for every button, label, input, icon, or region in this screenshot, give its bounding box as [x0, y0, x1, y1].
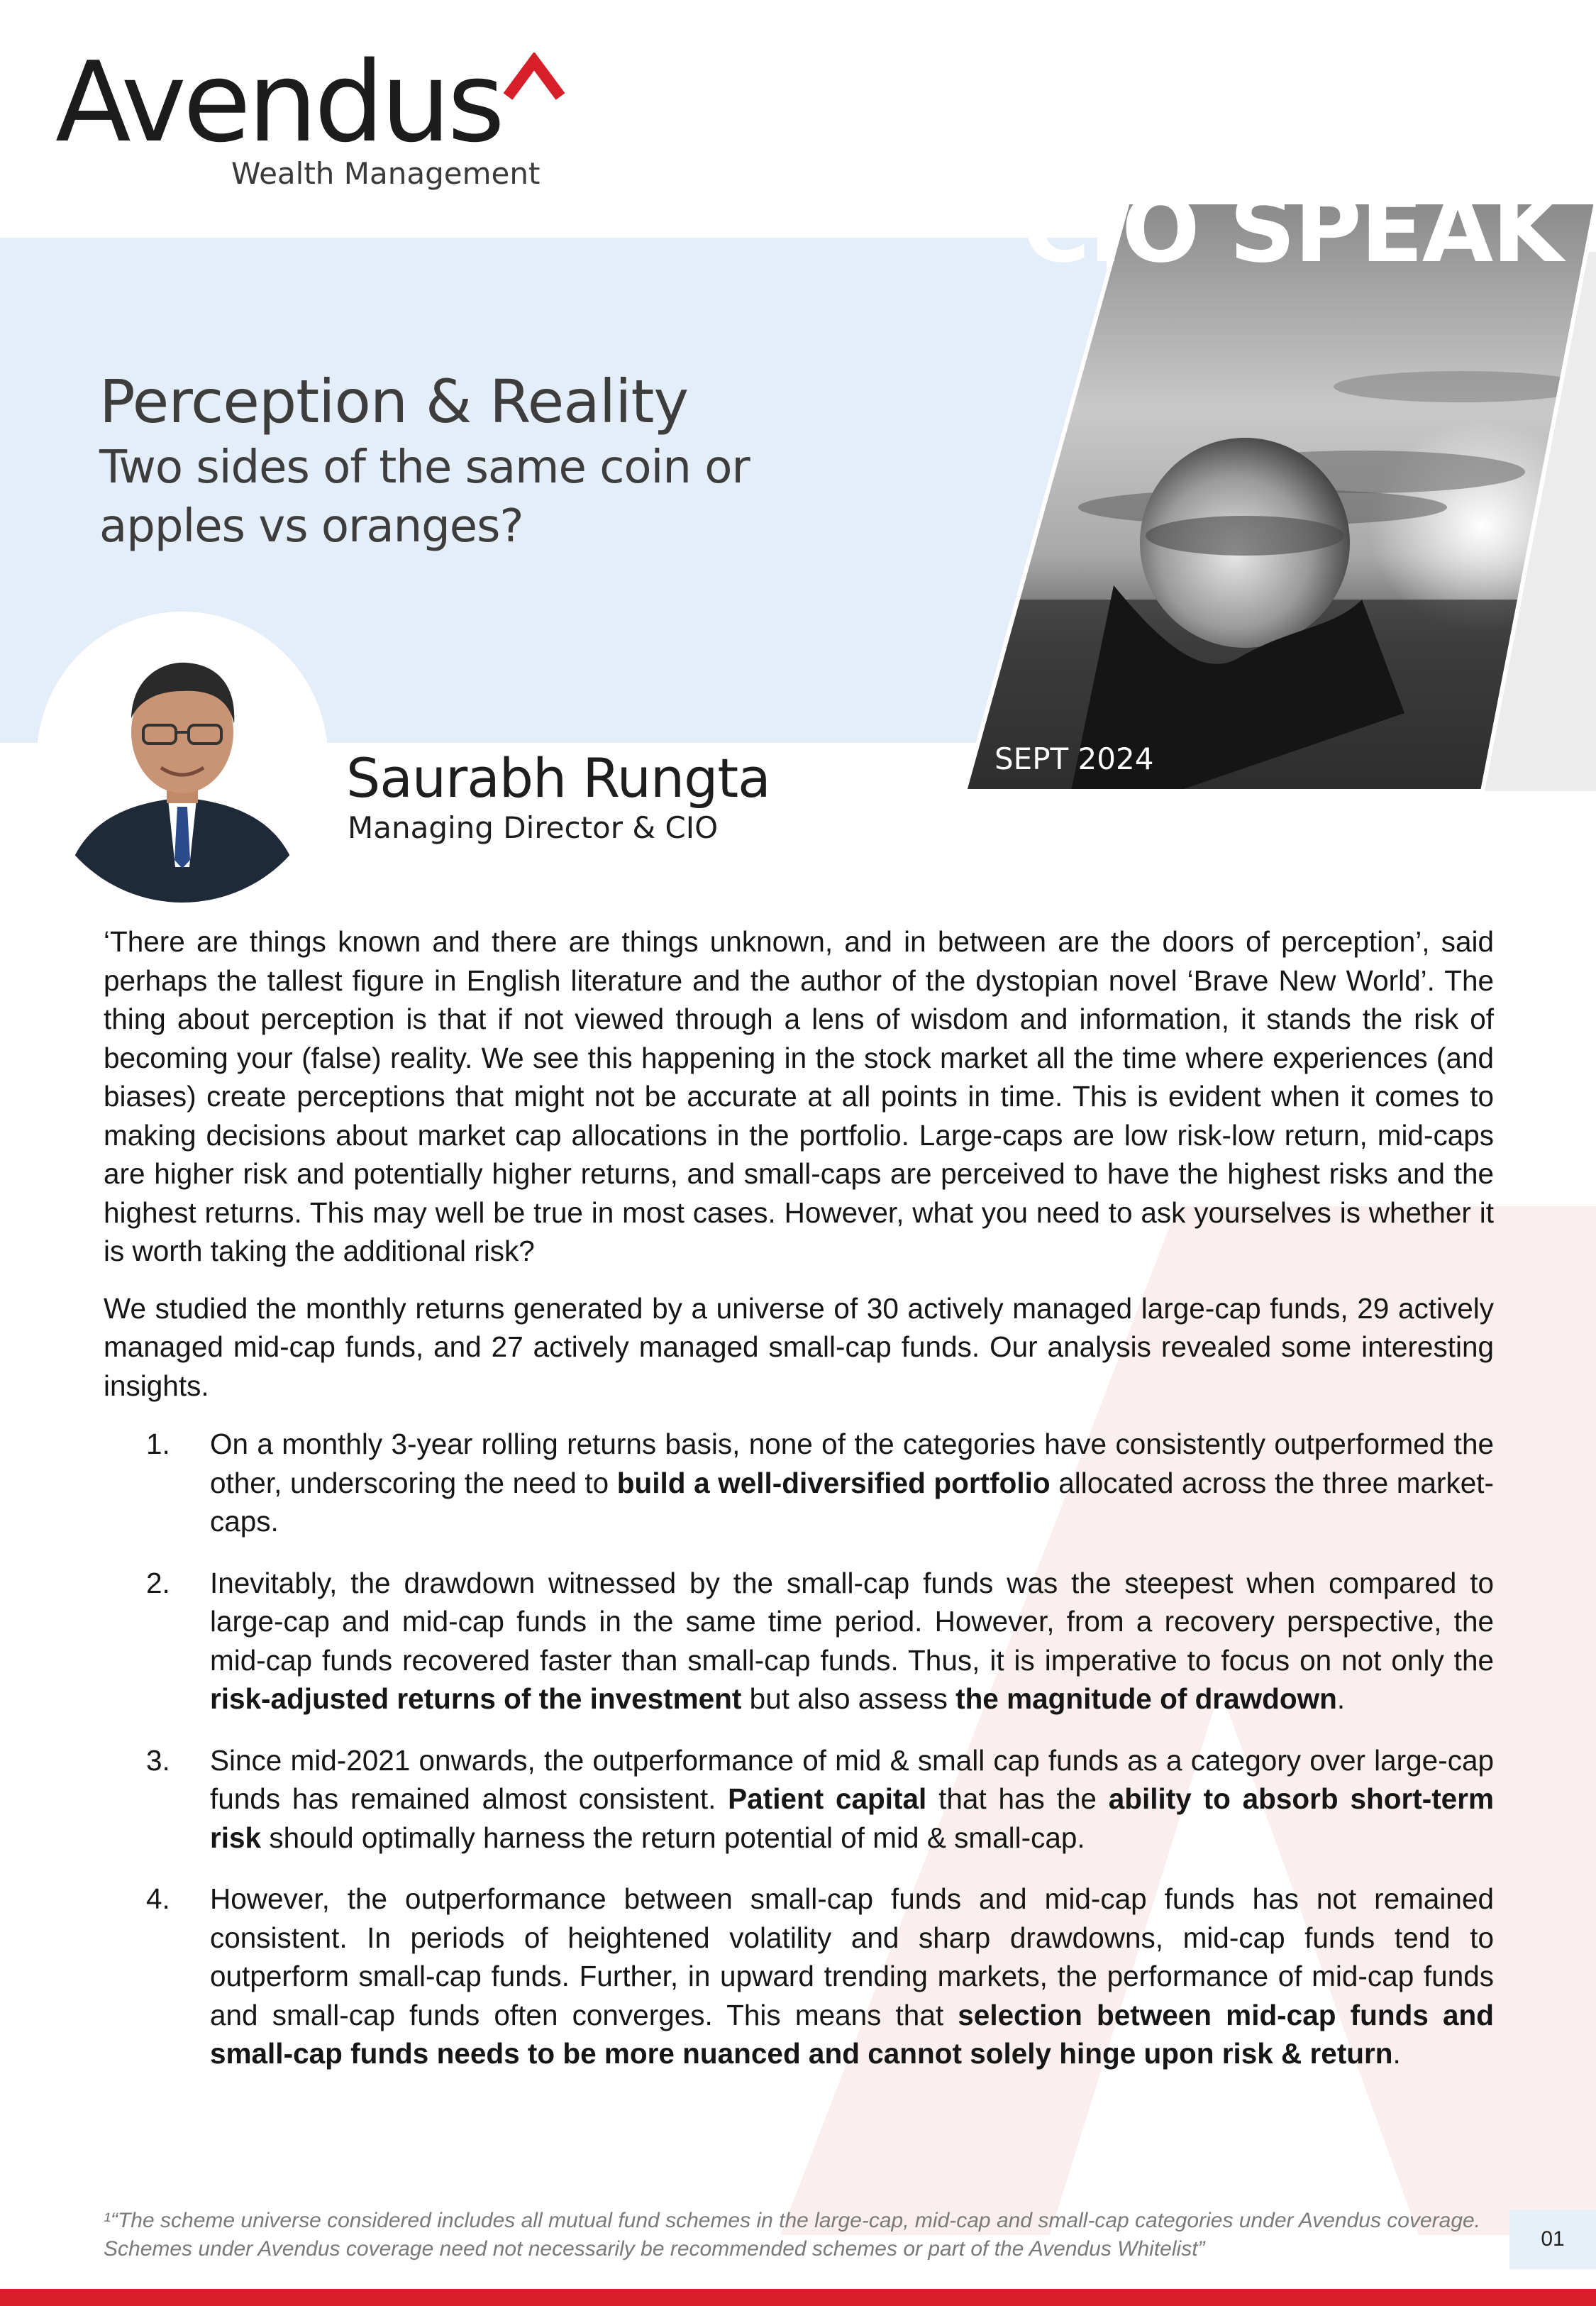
issue-date: SEPT 2024: [994, 741, 1154, 776]
author-role: Managing Director & CIO: [348, 810, 719, 845]
footnote: ¹“The scheme universe considered includes all mutual fund schemes in the large-cap, mid-cap and small-cap categories under Avendus coverage. Schemes under Avendus coverage need not necessarily be recommended schemes or part of the Avendus Whitelist”: [104, 2209, 1481, 2261]
article-subtitle: Two sides of the same coin or apples vs oranges?: [99, 441, 750, 553]
list-number: 4.: [146, 1882, 170, 1915]
avendus-logo: [55, 38, 566, 196]
insights-list: [104, 1425, 1494, 2073]
article-title: Perception & Reality: [99, 367, 689, 436]
page-number: 01: [1509, 2210, 1596, 2269]
cio-photo-panel: [965, 202, 1596, 791]
list-bold-text: the magnitude of drawdown: [955, 1682, 1337, 1715]
section-title: CIO SPEAK: [1022, 175, 1562, 283]
list-item: [104, 1741, 1494, 1858]
paragraph-1: ‘There are things known and there are things unknown, and in between are the doors of perception’, said perhaps the tallest figure in English literature and the author of the dystopian novel ‘Brave New World’. The thing about perception is that if not viewed through a lens of wisdom and information, it stands the risk of becoming your (false) reality. We see this happening in the stock market all the time where experiences (and biases) create perceptions that might not be accurate at all points in time. This is evident when it comes to making decisions about market cap allocations in the portfolio. Large-caps are low risk-low return, mid-caps are higher risk and potentially higher returns, and small-caps are perceived to have the highest risks and the highest returns. This may well be true in most cases. However, what you need to ask yourselves is whether it is worth taking the additional risk?: [104, 925, 1494, 1267]
author-name: Saurabh Rungta: [346, 746, 770, 810]
bottom-accent-bar: [0, 2289, 1596, 2306]
list-number: 2.: [146, 1566, 170, 1599]
list-item: [104, 1564, 1494, 1719]
list-text: that has the: [926, 1782, 1109, 1815]
list-bold-text: ability to absorb short-term risk: [210, 1782, 1494, 1854]
logo-wordmark: Avendus: [55, 38, 501, 167]
list-item: [104, 1880, 1494, 2073]
list-item: [104, 1425, 1494, 1541]
list-text: .: [1336, 1682, 1346, 1715]
paragraph-2: We studied the monthly returns generated by a universe of 30 actively managed large-cap funds, 29 actively managed mid-cap funds, and 27 actively managed small-cap funds. Our analysis revealed some interesting insights.: [104, 1291, 1494, 1402]
list-text: allocated across the three market-caps.: [210, 1466, 1494, 1538]
list-text: On a monthly 3-year rolling returns basis, none of the categories have consistently outperformed the other, underscoring the need to: [210, 1428, 1494, 1499]
logo-subtitle: Wealth Management: [231, 156, 541, 191]
list-text: Inevitably, the drawdown witnessed by the small-cap funds was the steepest when compared to large-cap and mid-cap funds in the same time period. However, from a recovery perspective, the mid-cap funds recovered faster than small-cap funds. Thus, it is imperative to focus on not only the: [210, 1566, 1494, 1677]
list-bold-text: Patient capital: [728, 1782, 927, 1815]
list-text: However, the outperformance between small-cap funds and mid-cap funds has not remained consistent. In periods of heightened volatility and sharp drawdowns, mid-cap funds tend to outperform small-cap funds. Further, in upward trending markets, the performance of mid-cap funds and small-cap funds often converges. This means that: [210, 1882, 1494, 2031]
list-number: 3.: [146, 1743, 170, 1777]
list-bold-text: risk-adjusted returns of the investment: [210, 1682, 742, 1715]
logo-caret-icon: [502, 53, 566, 102]
list-bold-text: build a well-diversified portfolio: [616, 1466, 1051, 1499]
list-text: but also assess: [741, 1682, 956, 1715]
author-portrait: [37, 612, 328, 903]
list-number: 1.: [146, 1428, 170, 1460]
list-text: Since mid-2021 onwards, the outperformance of mid & small cap funds as a category over large-cap funds has remained almost consistent.: [210, 1743, 1494, 1815]
list-text: .: [1392, 2037, 1401, 2070]
list-bold-text: selection between mid-cap funds and small-cap funds needs to be more nuanced and cannot solely hinge upon risk & return: [210, 1998, 1494, 2070]
article-body: [104, 922, 1494, 2096]
list-text: should optimally harness the return potential of mid & small-cap.: [261, 1821, 1085, 1854]
